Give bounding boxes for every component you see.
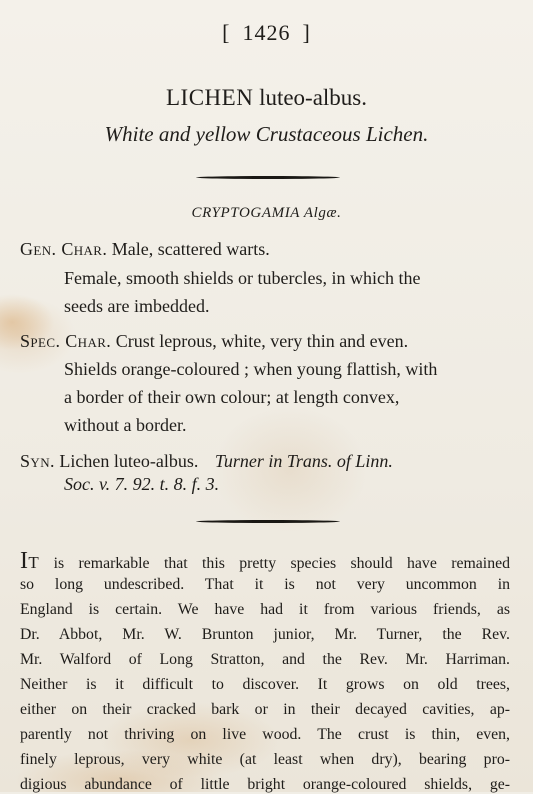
synonym-reference: Turner in Trans. of Linn. (214, 451, 393, 471)
common-name: White and yellow Crustaceous Lichen. (104, 122, 429, 146)
spec-char-label: Spec. Char. (20, 331, 112, 351)
folio-close-bracket: ] (302, 20, 311, 45)
synonym-reference-cont: Soc. v. 7. 92. t. 8. f. 3. (64, 474, 220, 494)
gen-char-line: Female, smooth shields or tubercles, in which the (64, 268, 421, 288)
drop-cap: It (20, 548, 40, 574)
body-text-line: Neither is it difficult to discover. It grows on old trees, (20, 676, 510, 693)
folio-open-bracket: [ (222, 20, 231, 45)
gen-char-line (20, 239, 270, 260)
ornamental-rule (196, 176, 340, 179)
species-title (0, 85, 533, 111)
page-number: 1426 (242, 20, 291, 45)
spec-char-line: Shields orange-coloured ; when young flattish, with (64, 359, 438, 379)
genus-name: LICHEN (165, 85, 254, 110)
spec-char-text: Crust leprous, white, very thin and even. (115, 331, 409, 351)
gen-char-label: Gen. Char. (20, 239, 108, 259)
synonym-name: Lichen luteo-albus. (59, 451, 199, 471)
body-text-first: is remarkable that this pretty species should have remained (39, 555, 510, 572)
body-text-line: finely leprous, very white (at least when dry), bearing pro- (20, 751, 510, 768)
class-name: CRYPTOGAMIA (191, 205, 300, 221)
synonym-label: Syn. (20, 451, 55, 471)
gen-char-line: seeds are imbedded. (64, 296, 210, 316)
body-text-line: parently not thriving on live wood. The crust is thin, even, (20, 726, 510, 743)
synonym-line (20, 451, 393, 472)
page-folio (0, 20, 533, 46)
species-epithet: luteo-albus. (259, 85, 368, 110)
body-text-line: so long undescribed. That it is not very uncommon in (20, 576, 510, 593)
order-name: Algæ. (303, 205, 342, 221)
body-text-line: Dr. Abbot, Mr. W. Brunton junior, Mr. Turner, the Rev. (20, 626, 510, 643)
body-text-line (20, 548, 510, 575)
body-text-line: either on their cracked bark or in their decayed cavities, ap- (20, 701, 510, 718)
body-text-line: digious abundance of little bright orange-coloured shields, ge- (20, 776, 510, 793)
body-text-line: Mr. Walford of Long Stratton, and the Rev. Mr. Harriman. (20, 651, 510, 668)
spec-char-line: a border of their own colour; at length convex, (64, 387, 400, 407)
spec-char-line: without a border. (64, 415, 187, 435)
body-text-line: England is certain. We have had it from various friends, as (20, 601, 510, 618)
ornamental-rule (196, 520, 340, 523)
gen-char-text: Male, scattered warts. (111, 239, 270, 259)
classification-line (0, 205, 533, 222)
spec-char-line (20, 331, 408, 352)
